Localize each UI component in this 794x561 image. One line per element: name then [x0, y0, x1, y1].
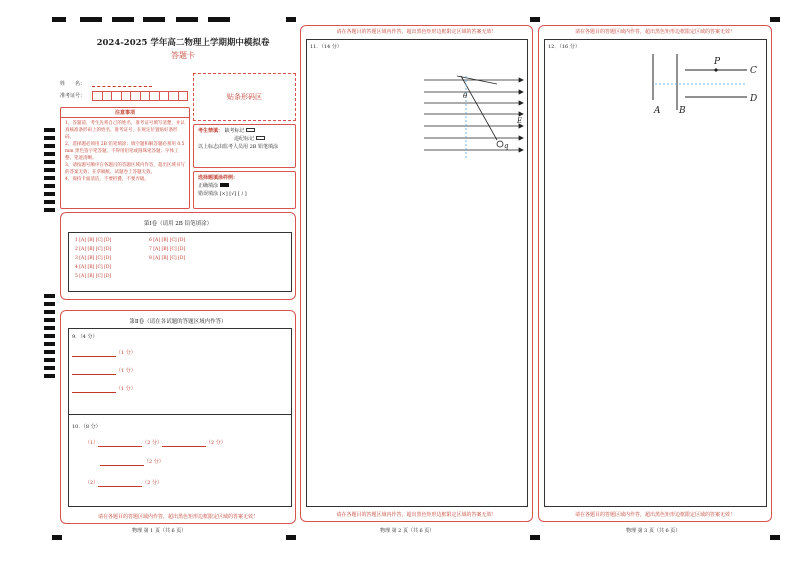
timing-mark	[44, 160, 55, 164]
plate-d-label: D	[750, 94, 758, 104]
q10-blank[interactable]	[98, 441, 142, 447]
page-footer: 物理 第 1 页（共 6 页）	[132, 528, 187, 534]
timing-mark	[44, 176, 55, 180]
q9-score: （1 分）	[116, 350, 136, 356]
fill-example-box	[193, 171, 296, 209]
point-p-label: P	[714, 57, 721, 67]
timing-mark	[44, 294, 55, 298]
choice-row[interactable]: 5 [A] [B] [C] [D]	[75, 274, 112, 279]
wrong-fill-sample: [×] [√] [ / ]	[219, 191, 247, 197]
q9-score: （1 分）	[116, 368, 136, 374]
q9-score: （1 分）	[116, 386, 136, 392]
barcode-label: 贴条形码区	[227, 93, 262, 101]
q9-area	[68, 328, 292, 415]
absent-label: 缺考标记	[224, 128, 245, 134]
timing-mark	[44, 310, 55, 314]
q10-label: 10．（8 分）	[72, 424, 101, 430]
field-figure	[307, 40, 529, 160]
q11-area[interactable]	[306, 39, 528, 507]
timing-mark	[44, 144, 55, 148]
registration-mark	[52, 17, 66, 22]
choice-row[interactable]: 8 [A] [B] [C] [D]	[149, 256, 186, 261]
timing-mark	[44, 128, 55, 132]
registration-mark	[208, 17, 230, 22]
q9-blank[interactable]	[72, 387, 116, 393]
timing-mark	[44, 200, 55, 204]
timing-mark	[44, 318, 55, 322]
status-title: 考生禁填：	[198, 128, 224, 134]
choice-row[interactable]: 3 [A] [B] [C] [D]	[75, 256, 112, 261]
q10-part1-label: （1）	[85, 440, 99, 446]
q10-blank[interactable]	[100, 460, 144, 466]
q10-area	[68, 415, 292, 507]
cheat-checkbox[interactable]	[256, 136, 265, 140]
timing-mark	[44, 366, 55, 370]
notice-box	[60, 107, 190, 209]
choice-row[interactable]: 4 [A] [B] [C] [D]	[75, 265, 112, 270]
registration-mark	[176, 17, 198, 22]
choice-row[interactable]: 2 [A] [B] [C] [D]	[75, 247, 112, 252]
q12-area[interactable]	[544, 39, 767, 507]
boundary-warning: 请在各题目的答题区域内作答，超出黑色矩形边框限定区域的答案无效！	[97, 514, 258, 520]
registration-mark	[143, 17, 165, 22]
boundary-warning: 请在各题目的答题区域内作答，超出黑色矩形边框限定区域的答案无效！	[336, 512, 497, 518]
notice-item: 3、请按题号顺序在各题目的答题区域内作答，超出区域书写的答案无效；在草稿纸、试题卷上答题无效。	[65, 163, 185, 175]
registration-mark	[52, 535, 62, 540]
barcode-area	[193, 73, 296, 121]
correct-fill-label: 正确填涂	[198, 183, 219, 189]
q10-blank[interactable]	[162, 441, 206, 447]
exam-id-boxes[interactable]	[92, 91, 188, 101]
status-box	[193, 124, 296, 168]
part2-title: 第Ⅱ卷（请在各试题的答题区域内作答）	[129, 319, 227, 325]
q11-label: 11．（14 分）	[310, 44, 342, 50]
q10-blank[interactable]	[98, 481, 142, 487]
correct-fill-sample	[220, 183, 229, 187]
timing-mark	[44, 184, 55, 188]
registration-mark	[286, 535, 296, 540]
timing-mark	[44, 208, 55, 212]
theta-label: θ	[463, 92, 468, 100]
q9-blank[interactable]	[72, 369, 116, 375]
part2-box	[60, 310, 296, 524]
notice-title: 注意事项	[61, 108, 189, 118]
notice-item: 4、保持卡面清洁，不要折叠、不要弄破。	[65, 177, 149, 182]
name-label: 姓 名：	[60, 81, 86, 87]
cheat-label: 违纪标记	[234, 136, 255, 142]
timing-mark	[44, 350, 55, 354]
choice-grid	[68, 232, 292, 292]
part1-box	[60, 212, 296, 300]
boundary-warning: 请在各题目的答题区域内作答，超出黑色矩形边框限定区域的答案无效！	[336, 29, 497, 35]
plate-b-label: B	[679, 106, 686, 116]
q9-blank[interactable]	[72, 351, 116, 357]
q10-part2-label: （2）	[85, 480, 99, 486]
timing-mark	[44, 374, 55, 378]
timing-mark	[44, 192, 55, 196]
registration-mark	[770, 17, 780, 22]
fill-example-title: 选择题填涂样例：	[198, 175, 239, 181]
status-note: 以上标志由监考人员用 2B 铅笔填涂	[198, 144, 279, 150]
timing-mark	[44, 136, 55, 140]
absent-checkbox[interactable]	[246, 128, 255, 132]
notice-item: 2、选择题必须用 2B 铅笔填涂；填空题和解答题必须用 0.5 mm 黑色签字笔答题，不得用铅笔或圆珠笔答题；字体工整、笔迹清晰。	[65, 142, 185, 161]
boundary-warning: 请在各题目的答题区域内作答，超出黑色矩形边框限定区域的答案无效！	[574, 29, 735, 35]
timing-mark	[44, 326, 55, 330]
choice-row[interactable]: 1 [A] [B] [C] [D]	[75, 238, 112, 243]
timing-mark	[44, 152, 55, 156]
part1-title: 第Ⅰ卷（请用 2B 铅笔填涂）	[143, 221, 213, 227]
page-footer: 物理 第 3 页（共 6 页）	[626, 528, 681, 534]
notice-item: 1、答题前，考生先将自己的姓名，准考证号填写清楚，并认真核准条形码上的姓名、准考证号，在规定位置贴好条形码。	[65, 121, 185, 140]
registration-mark	[112, 17, 134, 22]
timing-mark	[44, 334, 55, 338]
wrong-fill-label: 错误填涂	[198, 191, 219, 197]
page-footer: 物理 第 2 页（共 6 页）	[380, 528, 435, 534]
registration-mark	[286, 17, 296, 22]
e-field-label: E	[517, 117, 523, 125]
choice-row[interactable]: 6 [A] [B] [C] [D]	[149, 238, 186, 243]
q10-score: （2 分）	[142, 440, 162, 446]
answer-box-q12	[538, 25, 772, 522]
capacitor-figure	[545, 40, 768, 130]
timing-mark	[44, 302, 55, 306]
registration-mark	[530, 535, 540, 540]
answer-box-q11	[300, 25, 533, 522]
plate-a-label: A	[654, 106, 661, 116]
page-subtitle: 答题卡	[171, 51, 195, 60]
boundary-warning: 请在各题目的答题区域内作答，超出黑色矩形边框限定区域的答案无效！	[574, 512, 735, 518]
registration-mark	[770, 535, 780, 540]
choice-row[interactable]: 7 [A] [B] [C] [D]	[149, 247, 186, 252]
q9-label: 9．（4 分）	[72, 334, 98, 340]
timing-mark	[44, 342, 55, 346]
name-field[interactable]	[92, 86, 152, 87]
timing-mark	[44, 168, 55, 172]
q10-score: （2 分）	[142, 480, 162, 486]
timing-mark	[44, 358, 55, 362]
q10-score: （2 分）	[144, 459, 164, 465]
exam-id-label: 准考证号：	[60, 93, 86, 99]
q12-label: 12．（16 分）	[548, 44, 580, 50]
registration-mark	[530, 17, 540, 22]
charge-label: q	[504, 142, 509, 150]
registration-mark	[80, 17, 102, 22]
plate-c-label: C	[750, 66, 757, 76]
q10-score: （2 分）	[205, 440, 226, 446]
page-title: 2024-2025 学年高二物理上学期期中模拟卷	[96, 38, 270, 48]
